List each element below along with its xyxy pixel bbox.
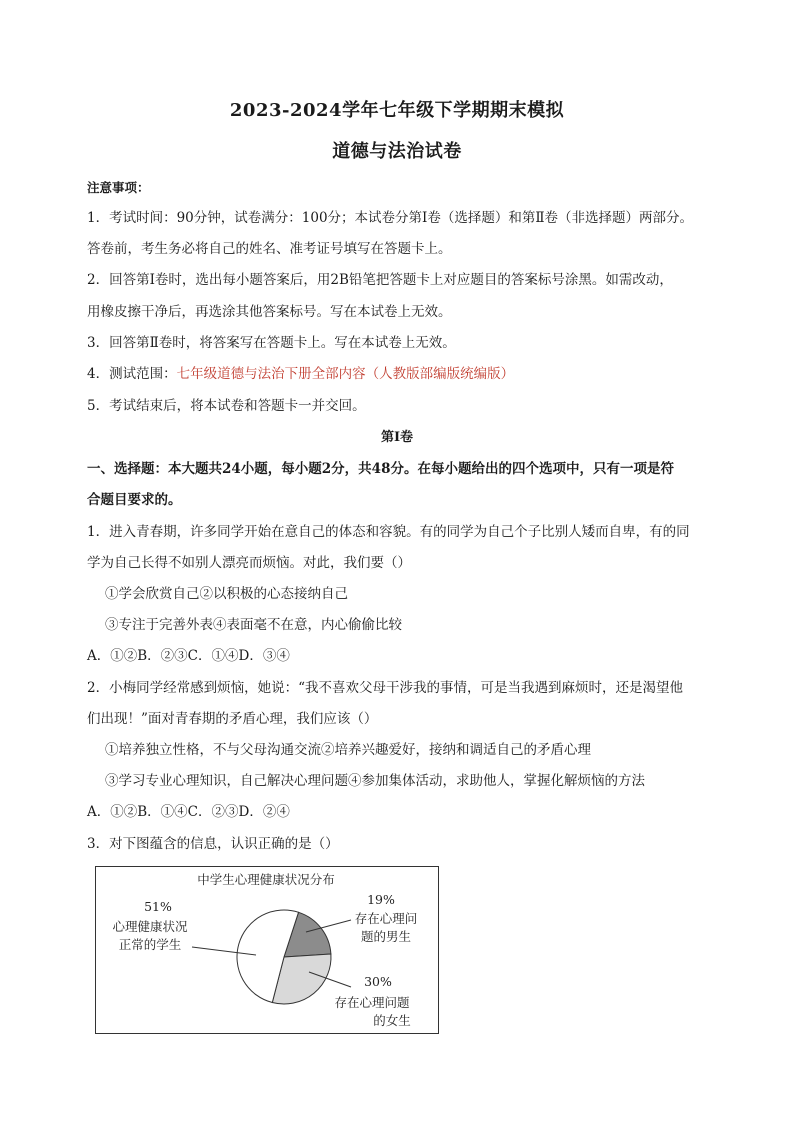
slice-label-boys-2: 题的男生 xyxy=(360,929,412,944)
q1-stem-line2: 学为自己长得不如别人漂亮而烦恼。对此，我们要（） xyxy=(87,555,411,571)
notice-item1-line2: 答卷前，考生务必将自己的姓名、准考证号填写在答题卡上。 xyxy=(87,241,452,257)
slice-label-normal-1: 心理健康状况 xyxy=(112,919,188,934)
notice-item2-line2: 用橡皮擦干净后，再选涂其他答案标号。写在本试卷上无效。 xyxy=(87,304,452,320)
notice-item2-line1: 2．回答第Ⅰ卷时，选出每小题答案后，用2B铅笔把答题卡上对应题目的答案标号涂黑。如需改动， xyxy=(87,272,673,288)
exam-title-line2: 道德与法治试卷 xyxy=(332,141,462,162)
q3-stem-line1: 3．对下图蕴含的信息，认识正确的是（） xyxy=(87,836,339,852)
test-range-text: 七年级道德与法治下册全部内容（人教版部编版统编版） xyxy=(176,366,515,382)
q1-options-line2: ③专注于完善外表④表面毫不在意，内心偷偷比较 xyxy=(105,617,402,633)
pie-chart xyxy=(96,867,438,1033)
slice-value-normal: 51% xyxy=(144,899,172,914)
q2-options-line1: ①培养独立性格，不与父母沟通交流②培养兴趣爱好，接纳和调适自己的矛盾心理 xyxy=(105,742,591,758)
slice-label-normal-2: 正常的学生 xyxy=(118,937,182,952)
q2-options-line2: ③学习专业心理知识，自己解决心理问题④参加集体活动，求助他人，掌握化解烦恼的方法 xyxy=(105,773,645,789)
notice-item3: 3．回答第Ⅱ卷时，将答案写在答题卡上。写在本试卷上无效。 xyxy=(87,335,456,351)
slice-value-boys: 19% xyxy=(367,892,395,907)
slice-label-boys-1: 存在心理问 xyxy=(354,911,418,926)
notice-item4-prefix: 4．测试范围： xyxy=(87,366,177,382)
section-instruction-line2: 合题目要求的。 xyxy=(87,492,182,508)
pie-chart-figure xyxy=(95,866,439,1034)
notice-item4 xyxy=(87,362,514,382)
slice-label-girls-2: 的女生 xyxy=(373,1013,411,1028)
q2-stem-line2: 们出现！”面对青春期的矛盾心理，我们应该（） xyxy=(87,711,378,727)
q1-options-line1: ①学会欣赏自己②以积极的心态接纳自己 xyxy=(105,586,348,602)
chart-title: 中学生心理健康状况分布 xyxy=(197,872,335,887)
q1-stem-line1: 1．进入青春期，许多同学开始在意自己的体态和容貌。有的同学为自己个子比别人矮而自卑，有的同 xyxy=(87,524,690,540)
slice-value-girls: 30% xyxy=(364,974,392,989)
notice-item5: 5．考试结束后，将本试卷和答题卡一并交回。 xyxy=(87,398,366,414)
notice-item1-line1: 1．考试时间：90分钟，试卷满分：100分；本试卷分第Ⅰ卷（选择题）和第Ⅱ卷（非选择题）两部分。 xyxy=(87,210,694,226)
slice-label-girls-1: 存在心理问题 xyxy=(334,995,410,1010)
q2-choices: A．①②B．①④C．②③D．②④ xyxy=(87,804,290,820)
exam-title-line1: 2023-2024学年七年级下学期期末模拟 xyxy=(229,100,565,121)
section-label: 第Ⅰ卷 xyxy=(380,430,414,445)
q2-stem-line1: 2．小梅同学经常感到烦恼，她说：“我不喜欢父母干涉我的事情，可是当我遇到麻烦时，还是渴望他 xyxy=(87,680,683,696)
q1-choices: A．①②B．②③C．①④D．③④ xyxy=(87,648,290,664)
section-instruction-line1: 一、选择题：本大题共24小题，每小题2分，共48分。在每小题给出的四个选项中，只有一项是符 xyxy=(87,461,674,477)
notice-heading: 注意事项： xyxy=(87,180,150,195)
